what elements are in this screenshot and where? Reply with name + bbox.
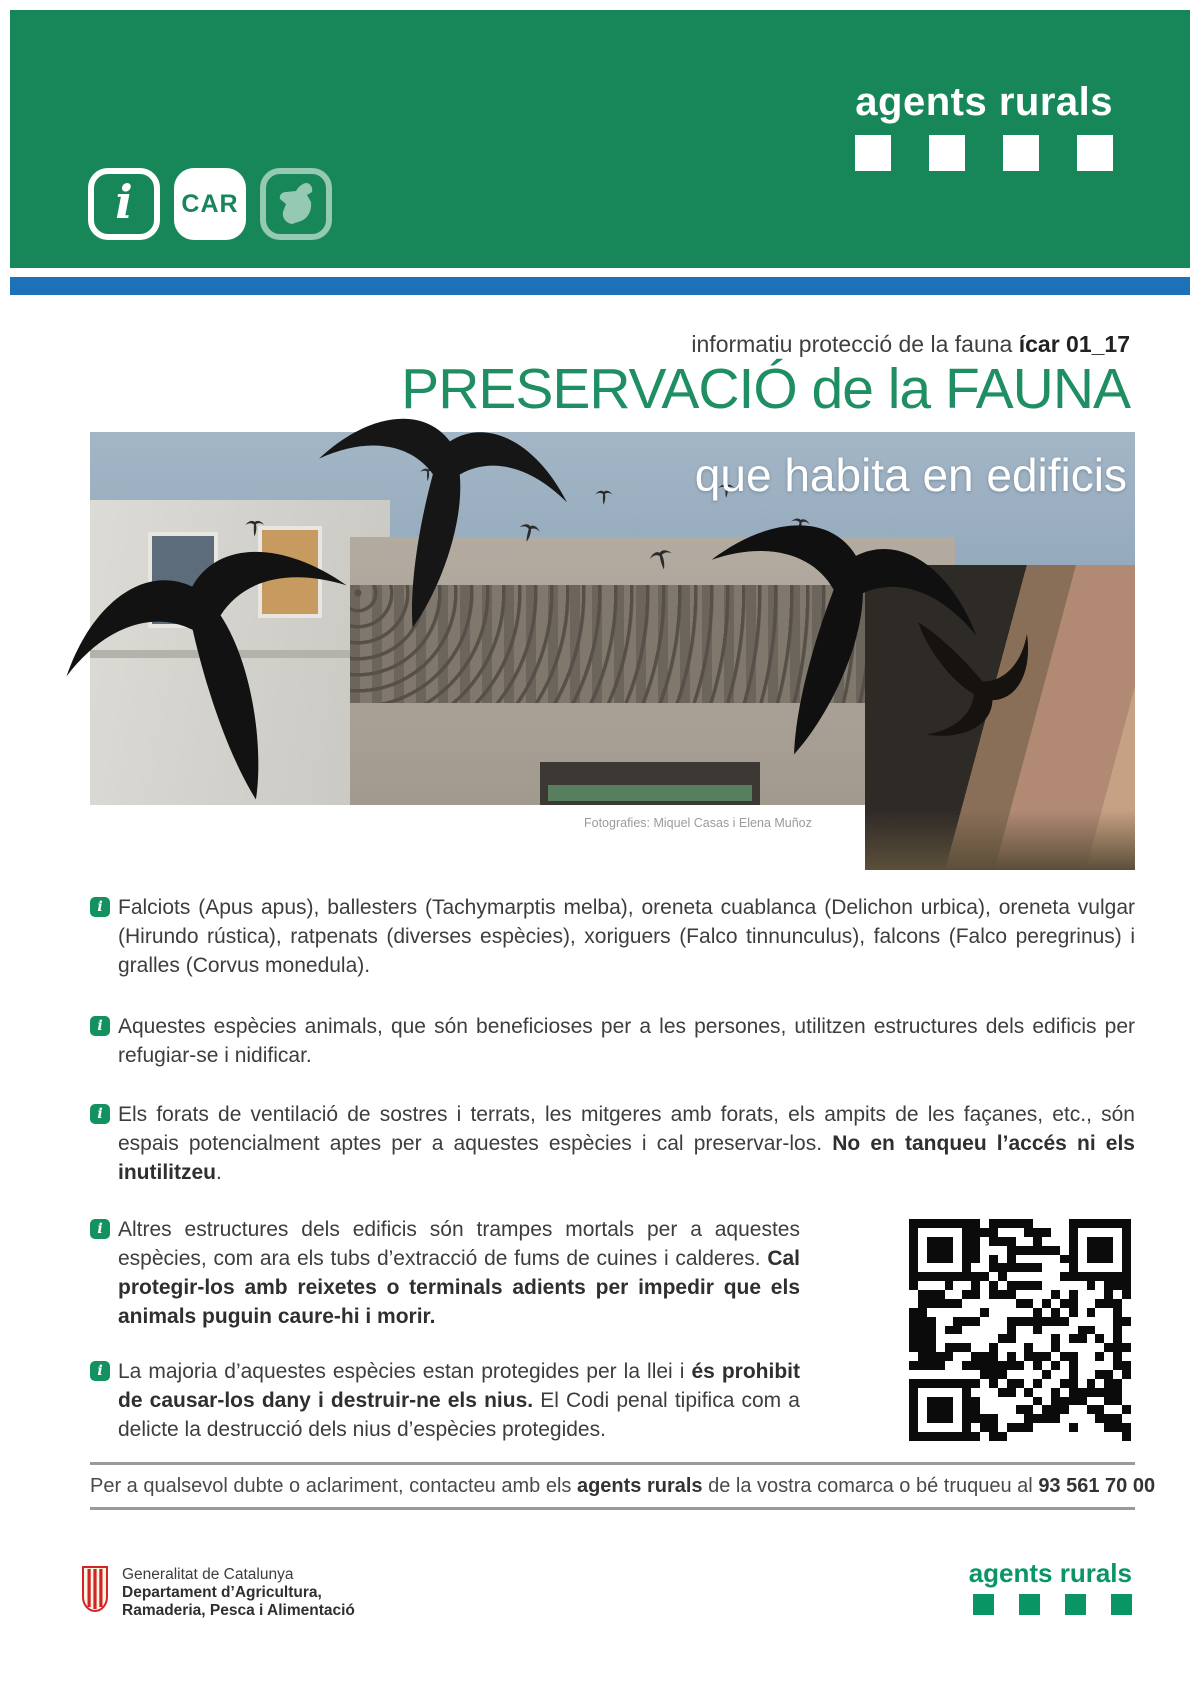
brand-logo bbox=[855, 82, 1113, 171]
senyera-shield-icon bbox=[82, 1566, 108, 1612]
doorway bbox=[540, 762, 760, 805]
qr-pattern bbox=[909, 1219, 1131, 1441]
photo-credit: Fotografies: Miquel Casas i Elena Muñoz bbox=[584, 816, 812, 830]
info-bullet-icon: i bbox=[90, 1361, 110, 1381]
bullet-text: Aquestes espècies animals, que són beneficioses per a les persones, utilitzen estructures dels edificis per refugiar-se i nidificar. bbox=[118, 1015, 1135, 1067]
brand-square bbox=[855, 135, 891, 171]
contact-phone: 93 561 70 00 bbox=[1038, 1475, 1156, 1497]
list-item bbox=[90, 893, 1135, 980]
swift-icon bbox=[288, 393, 587, 656]
gov-logo bbox=[82, 1566, 355, 1619]
door-lintel bbox=[548, 785, 752, 801]
bullet-list bbox=[90, 893, 1135, 1444]
list-item: i Els forats de ventilació de sostres i terrats, les mitgeres amb forats, els ampits de les façanes, etc., són espais potencialment aptes per a aquestes espècies i cal preservar-los. No en tanqueu l’accés ni els inutilitzeu. bbox=[90, 1100, 1135, 1187]
kicker-text: informatiu protecció de la fauna bbox=[691, 331, 1019, 357]
brand-square bbox=[1111, 1594, 1132, 1615]
contact-strip bbox=[90, 1462, 1156, 1510]
info-bullet-icon: i bbox=[90, 1104, 110, 1124]
car-icon: CAR bbox=[174, 168, 246, 240]
animal-head-glyph bbox=[274, 181, 318, 227]
brand-square bbox=[1019, 1594, 1040, 1615]
brand-square bbox=[973, 1594, 994, 1615]
brand-square bbox=[1065, 1594, 1086, 1615]
hero-overlay-title: que habita en edificis bbox=[694, 449, 1127, 501]
page-title: PRESERVACIÓ de la FAUNA bbox=[401, 357, 1130, 421]
gov-name: Generalitat de Catalunya bbox=[122, 1566, 294, 1583]
list-item: i La majoria d’aquestes espècies estan protegides per la llei i és prohibit de causar-los dany i destruir-ne els nius. El Codi penal tipifica com a delicte la destrucció dels nius d’espècies protegides. bbox=[90, 1357, 1135, 1444]
kicker-line bbox=[90, 331, 1130, 358]
brand-square bbox=[1003, 135, 1039, 171]
gov-dept-line2: Ramaderia, Pesca i Alimentació bbox=[122, 1601, 355, 1619]
header-icons bbox=[88, 168, 332, 240]
footer-brand-logo bbox=[969, 1560, 1132, 1615]
kicker-code: ícar 01_17 bbox=[1018, 331, 1130, 357]
list-item bbox=[90, 1012, 1135, 1070]
info-bullet-icon: i bbox=[90, 897, 110, 917]
contact-text: Per a qualsevol dubte o aclariment, contacteu amb els bbox=[90, 1475, 577, 1497]
bullet-text: Els forats de ventilació de sostres i terrats, les mitgeres amb forats, els ampits de les façanes, etc., són espais potencialment aptes per a aquestes espècies i cal preservar-los. bbox=[118, 1103, 1135, 1155]
footer-brand-text: agents rurals bbox=[968, 1558, 1132, 1588]
brand-squares bbox=[855, 135, 1113, 171]
animal-head-icon bbox=[260, 168, 332, 240]
info-bullet-icon: i bbox=[90, 1016, 110, 1036]
header-band bbox=[10, 10, 1190, 268]
info-icon: i bbox=[88, 168, 160, 240]
gov-dept-line1: Departament d’Agricultura, bbox=[122, 1583, 322, 1601]
bullet-text: Falciots (Apus apus), ballesters (Tachymarptis melba), oreneta cuablanca (Delichon urbica), oreneta vulgar (Hirundo rústica), ratpenats (diverses espècies), xoriguers (Falco tinnunculus), falcons (Falco peregrinus) i gralles (Corvus monedula). bbox=[118, 896, 1135, 977]
info-bullet-icon: i bbox=[90, 1219, 110, 1239]
brand-square bbox=[929, 135, 965, 171]
brand-logo-text: agents rurals bbox=[855, 80, 1113, 124]
bullet-text: La majoria d’aquestes espècies estan protegides per la llei i bbox=[118, 1360, 692, 1383]
hero-photo bbox=[90, 432, 1135, 805]
contact-text: de la vostra comarca o bé truqueu al bbox=[702, 1475, 1039, 1497]
blue-divider bbox=[10, 277, 1190, 295]
qr-code bbox=[905, 1215, 1135, 1445]
contact-brand: agents rurals bbox=[576, 1475, 703, 1497]
footer-brand-squares bbox=[969, 1594, 1132, 1615]
list-item: i Altres estructures dels edificis són trampes mortals per a aquestes espècies, com ara els tubs d’extracció de fums de cuines i calderes. Cal protegir-los amb reixetes o terminals adients per impedir que els animals puguin caure-hi i morir. bbox=[90, 1215, 1135, 1331]
bullet-text: Altres estructures dels edificis són trampes mortals per a aquestes espècies, com ara els tubs d’extracció de fums de cuines i calderes. bbox=[118, 1218, 800, 1270]
small-bird-icon bbox=[595, 490, 613, 505]
brand-square bbox=[1077, 135, 1113, 171]
